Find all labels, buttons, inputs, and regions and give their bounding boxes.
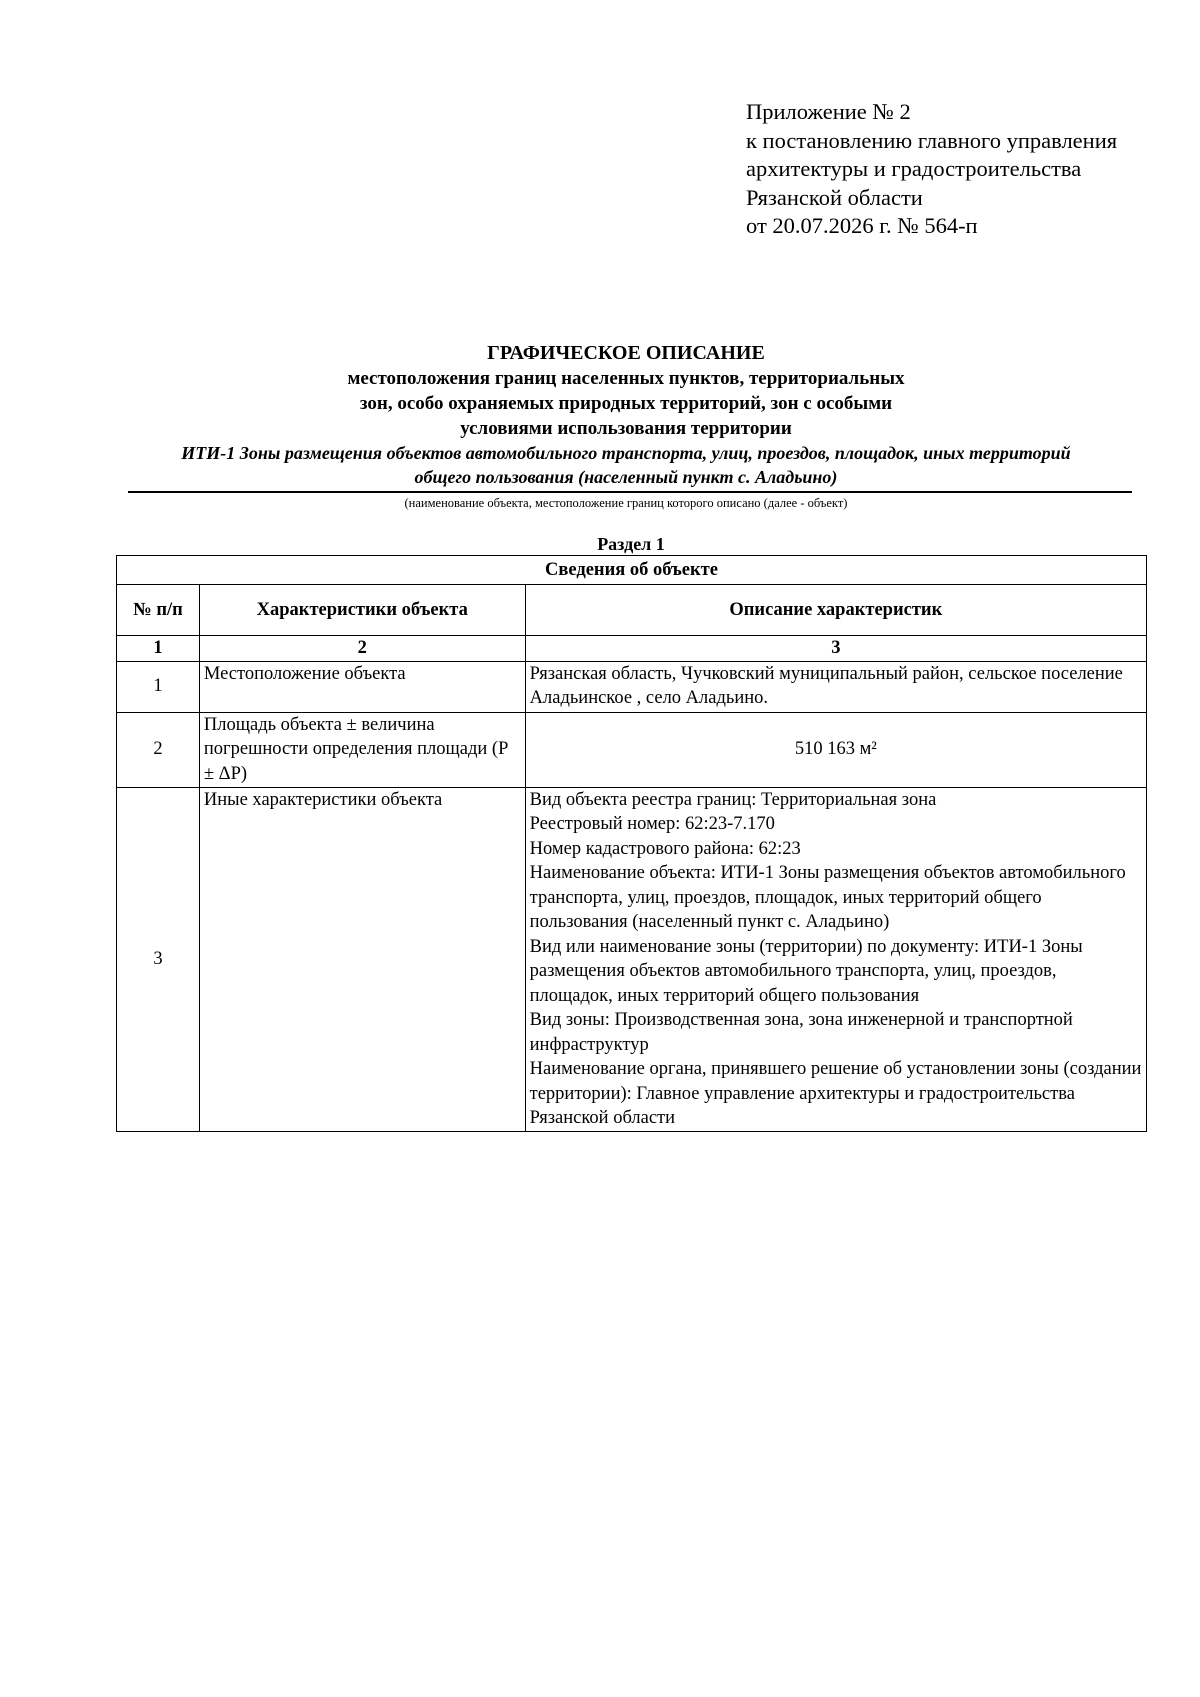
document-title-block [116, 340, 1136, 512]
row-number: 2 [117, 712, 200, 787]
document-title: ГРАФИЧЕСКОЕ ОПИСАНИЕ [487, 342, 765, 364]
row-number: 1 [117, 661, 200, 712]
underline-rule [128, 491, 1132, 493]
annex-line: к постановлению главного управления [746, 127, 1118, 153]
table-caption: Сведения об объекте [117, 556, 1147, 585]
description-line: Вид или наименование зоны (территории) по документу: ИТИ-1 Зоны [529, 936, 1083, 957]
area-value: 510 163 м² [525, 712, 1146, 787]
description-line: Вид зоны: Производственная зона, зона инженерной и транспортной инфраструктур [529, 1010, 1073, 1055]
section-title: Раздел 1 [597, 534, 665, 554]
description-line: Наименование объекта: ИТИ-1 Зоны размещения объектов автомобильного транспорта, улиц, проездов, площадок, иных территорий общего пользования (населенный пункт с. Аладьино) [529, 863, 1126, 932]
description-line: Вид объекта реестра границ: Территориальная зона [529, 789, 937, 810]
annex-line: архитектуры и градостроительства [746, 156, 1082, 181]
document-subtitle-line: местоположения границ населенных пунктов, территориальных [347, 368, 905, 389]
row-characteristic: Площадь объекта ± величина погрешности определения площади (P ± ΔP) [199, 712, 525, 787]
table-header-row [117, 585, 1147, 636]
description-line: Рязанская область, Чучковский муниципальный район, сельское поселение Аладьинское , село Аладьино. [529, 663, 1123, 708]
annex-block [746, 98, 1117, 241]
column-number: 1 [117, 636, 200, 662]
row-characteristic: Местоположение объекта [199, 661, 525, 712]
header-characteristic: Характеристики объекта [199, 585, 525, 636]
object-name-line: общего пользования (населенный пункт с. Аладьино) [414, 467, 838, 487]
column-number-row [117, 636, 1147, 662]
column-number: 3 [525, 636, 1146, 662]
header-description: Описание характеристик [525, 585, 1146, 636]
document-subtitle-line: условиями использования территории [460, 418, 792, 439]
object-name-note: (наименование объекта, местоположение границ которого описано (далее - объект) [404, 496, 848, 510]
row-characteristic: Иные характеристики объекта [199, 787, 525, 1131]
description-line: размещения объектов автомобильного транспорта, улиц, проездов, площадок, иных территорий общего пользования [529, 961, 1057, 1006]
table-caption-row [117, 556, 1147, 585]
description-line: Номер кадастрового района: 62:23 [529, 838, 801, 859]
table-row [117, 661, 1147, 712]
description-line: Наименование органа, принявшего решение об установлении зоны (создании территории): Главное управление архитектуры и градостроительства Рязанской области [529, 1059, 1142, 1128]
table-row [117, 787, 1147, 1131]
annex-line: Рязанской области [746, 184, 923, 210]
annex-line: от 20.07.2026 г. № 564-п [746, 213, 978, 238]
row-description [525, 787, 1146, 1131]
document-subtitle-line: зон, особо охраняемых природных территорий, зон с особыми [359, 393, 893, 414]
annex-line: Приложение № 2 [746, 99, 911, 124]
header-num: № п/п [117, 585, 200, 636]
object-info-table [116, 555, 1147, 1132]
object-name-line: ИТИ-1 Зоны размещения объектов автомобильного транспорта, улиц, проездов, площадок, иных территорий [181, 443, 1071, 463]
description-line: Реестровый номер: 62:23-7.170 [529, 814, 775, 834]
row-number: 3 [117, 787, 200, 1131]
table-row [117, 712, 1147, 787]
row-description [525, 661, 1146, 712]
column-number: 2 [199, 636, 525, 662]
